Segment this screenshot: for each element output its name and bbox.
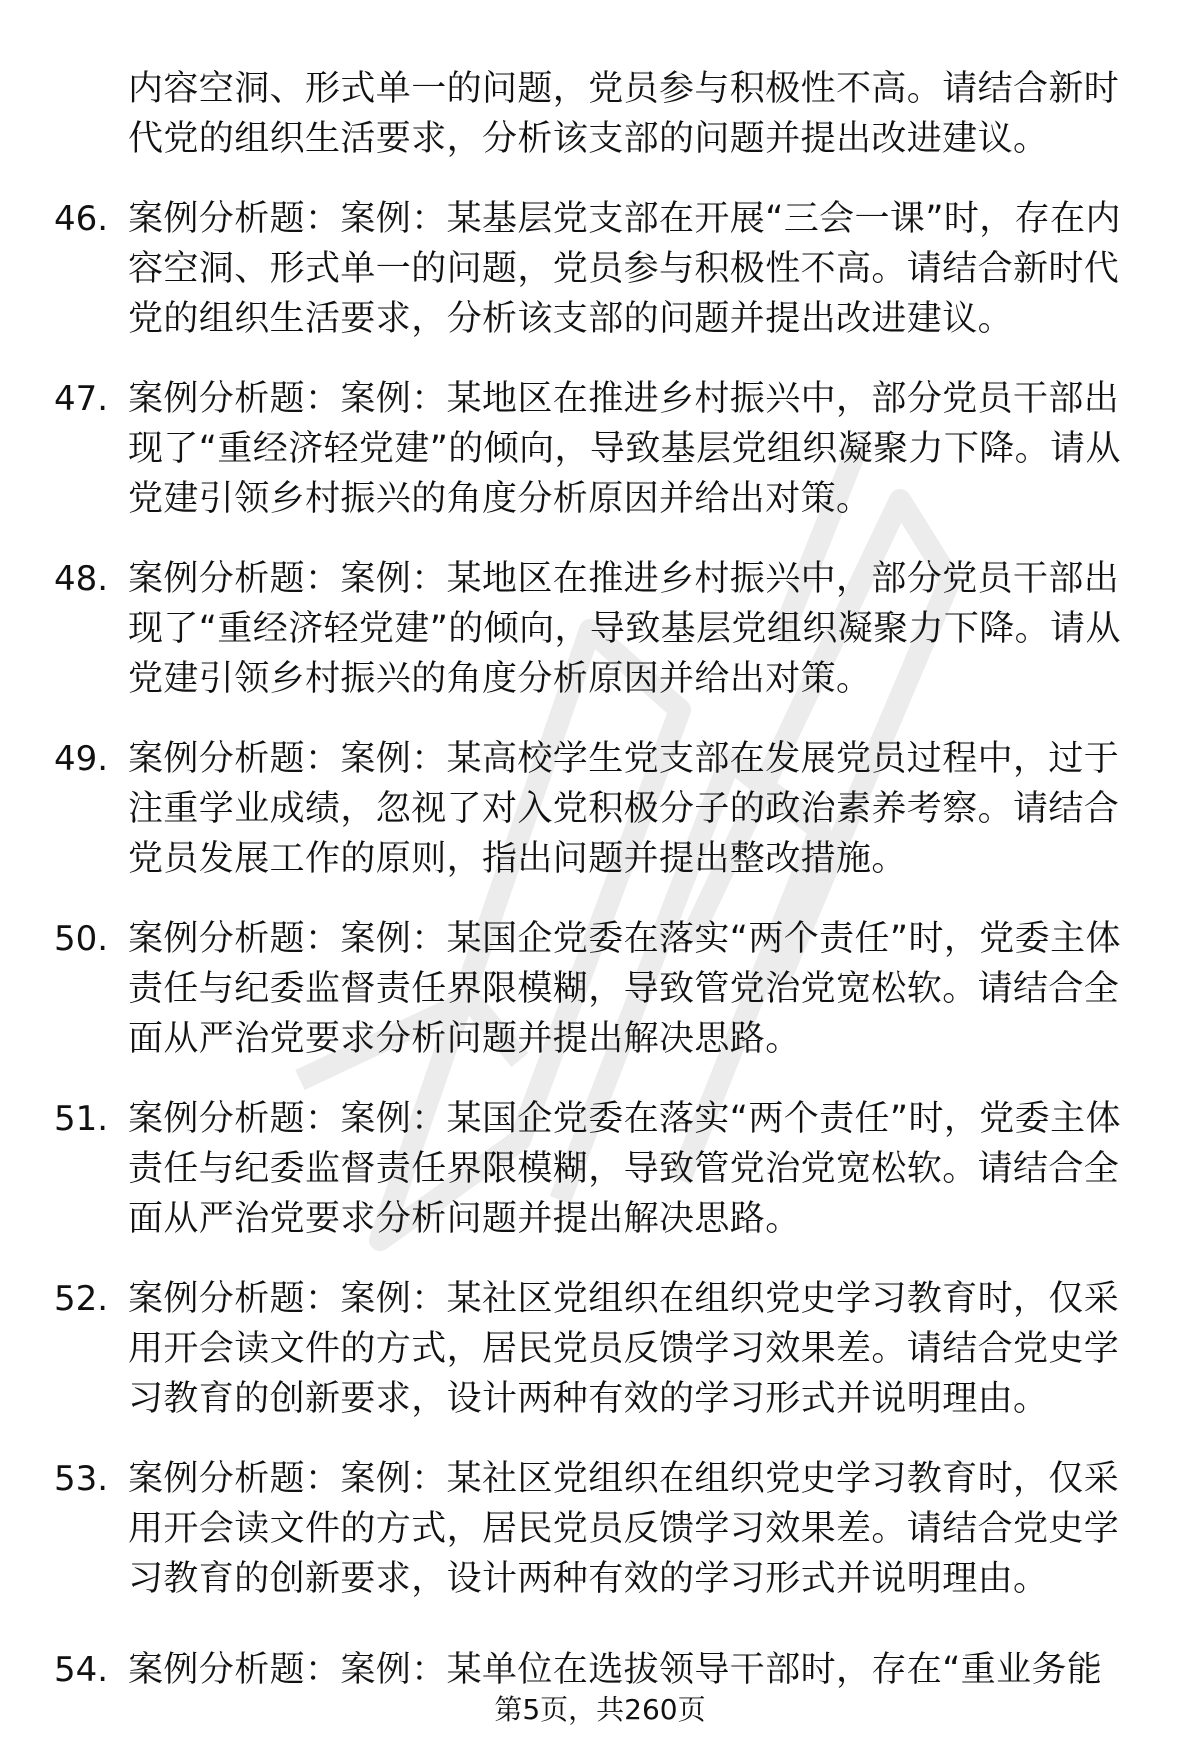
item-text: 案例分析题：案例：某地区在推进乡村振兴中，部分党员干部出现了“重经济轻党建”的倾向，导致基层党组织凝聚力下降。请从党建引领乡村振兴的角度分析原因并给出对策。 <box>128 559 1121 699</box>
item-number: 51. <box>54 1099 109 1139</box>
list-item-continuation <box>0 64 1200 164</box>
item-text: 案例分析题：案例：某社区党组织在组织党史学习教育时，仅采用开会读文件的方式，居民党员反馈学习效果差。请结合党史学习教育的创新要求，设计两种有效的学习形式并说明理由。 <box>128 1279 1120 1419</box>
list-item <box>0 914 1200 1064</box>
item-text: 案例分析题：案例：某地区在推进乡村振兴中，部分党员干部出现了“重经济轻党建”的倾向，导致基层党组织凝聚力下降。请从党建引领乡村振兴的角度分析原因并给出对策。 <box>128 379 1121 519</box>
list-item <box>0 1274 1200 1424</box>
item-number: 50. <box>54 919 109 959</box>
list-item <box>0 374 1200 524</box>
item-number: 46. <box>54 199 109 239</box>
item-number: 54. <box>54 1650 109 1690</box>
item-number: 53. <box>54 1459 109 1499</box>
list-item <box>0 194 1200 344</box>
question-list <box>0 64 1200 1634</box>
item-text: 案例分析题：案例：某单位在选拔领导干部时，存在“重业务能 <box>128 1650 1103 1690</box>
item-text: 案例分析题：案例：某国企党委在落实“两个责任”时，党委主体责任与纪委监督责任界限模糊，导致管党治党宽松软。请结合全面从严治党要求分析问题并提出解决思路。 <box>128 1099 1121 1239</box>
page-number-footer: 第5页，共260页 <box>494 1693 706 1726</box>
list-item <box>0 734 1200 884</box>
item-text: 案例分析题：案例：某社区党组织在组织党史学习教育时，仅采用开会读文件的方式，居民党员反馈学习效果差。请结合党史学习教育的创新要求，设计两种有效的学习形式并说明理由。 <box>128 1459 1120 1599</box>
list-item <box>0 1094 1200 1244</box>
list-item-truncated <box>0 1645 1200 1695</box>
item-number: 52. <box>54 1279 109 1319</box>
item-text: 案例分析题：案例：某国企党委在落实“两个责任”时，党委主体责任与纪委监督责任界限模糊，导致管党治党宽松软。请结合全面从严治党要求分析问题并提出解决思路。 <box>128 919 1121 1059</box>
item-text: 案例分析题：案例：某高校学生党支部在发展党员过程中，过于注重学业成绩，忽视了对入党积极分子的政治素养考察。请结合党员发展工作的原则，指出问题并提出整改措施。 <box>128 739 1120 879</box>
item-text: 内容空洞、形式单一的问题，党员参与积极性不高。请结合新时代党的组织生活要求，分析该支部的问题并提出改进建议。 <box>128 69 1120 159</box>
list-item <box>0 1454 1200 1604</box>
item-number: 49. <box>54 739 109 779</box>
item-number: 47. <box>54 379 109 419</box>
item-text: 案例分析题：案例：某基层党支部在开展“三会一课”时，存在内容空洞、形式单一的问题，党员参与积极性不高。请结合新时代党的组织生活要求，分析该支部的问题并提出改进建议。 <box>128 199 1121 339</box>
list-item <box>0 554 1200 704</box>
item-number: 48. <box>54 559 109 599</box>
